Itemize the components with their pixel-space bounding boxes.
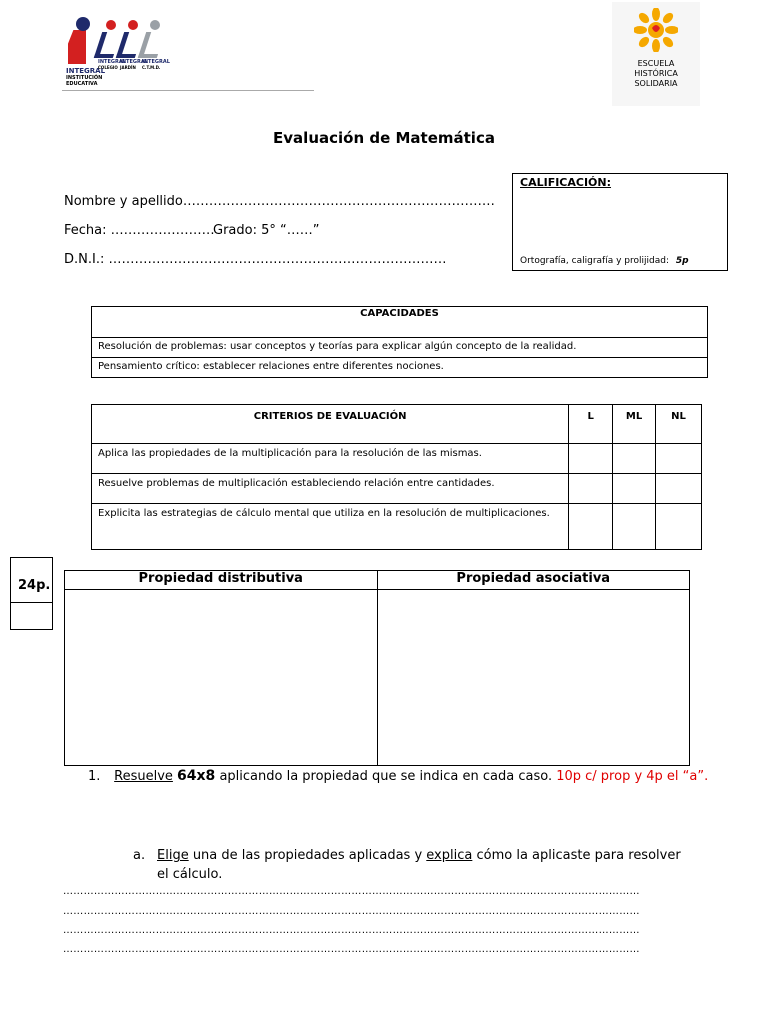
- integral-logo-name: INTEGRAL: [66, 67, 106, 75]
- criteria-col-ml: ML: [613, 405, 656, 444]
- capacity-row-1: Resolución de problemas: usar conceptos y teorías para explicar algún concepto de la realidad.: [92, 338, 708, 358]
- question-a-verb-1: Elige: [157, 848, 189, 863]
- sun-hands-icon: [634, 8, 678, 52]
- question-1-text: aplicando la propiedad que se indica en cada caso.: [215, 769, 557, 784]
- question-1-verb: Resuelve: [114, 769, 173, 784]
- answer-line-4[interactable]: ……………………………………………………………………………………………………………………………………………………: [63, 944, 640, 955]
- question-a-body: [157, 846, 693, 884]
- integral-jardin-dot: [106, 20, 116, 30]
- escuela-logo-line-2: HISTÓRICA: [634, 69, 678, 78]
- question-a-verb-2: explica: [426, 848, 473, 863]
- dni-field[interactable]: D.N.I.: ……………………………………………………………………: [64, 252, 447, 267]
- integral-logo-line-2: EDUCATIVA: [66, 81, 98, 87]
- distributive-answer-cell[interactable]: [65, 590, 378, 766]
- criteria-col-l: L: [569, 405, 613, 444]
- score-divider: [11, 602, 52, 603]
- integral-ctmd-dot: [150, 20, 160, 30]
- grading-note: [520, 256, 689, 266]
- associative-answer-cell[interactable]: [377, 590, 690, 766]
- integral-sub-caption-3: C.T.M.D.: [142, 65, 161, 70]
- answer-line-2[interactable]: ……………………………………………………………………………………………………………………………………………………: [63, 906, 640, 917]
- escuela-logo-line-3: SOLIDARIA: [634, 79, 678, 88]
- escuela-logo-line-1: ESCUELA: [637, 59, 675, 68]
- criteria-row-1-l-cell[interactable]: [569, 444, 613, 474]
- question-1: [88, 768, 708, 784]
- criteria-row-1: Aplica las propiedades de la multiplicación para la resolución de las mismas.: [92, 444, 569, 474]
- capacities-table: [91, 306, 708, 378]
- integral-colegio-dot: [128, 20, 138, 30]
- answer-line-3[interactable]: ……………………………………………………………………………………………………………………………………………………: [63, 925, 640, 936]
- grade-field[interactable]: Grado: 5° “……”: [213, 223, 320, 238]
- page-title: Evaluación de Matemática: [273, 129, 495, 147]
- criteria-row-2: Resuelve problemas de multiplicación estableciendo relación entre cantidades.: [92, 474, 569, 504]
- criteria-table: [91, 404, 702, 550]
- grading-label: CALIFICACIÓN:: [520, 176, 612, 189]
- criteria-col-nl: NL: [656, 405, 702, 444]
- score-value: 24p.: [18, 578, 51, 593]
- associative-header: Propiedad asociativa: [377, 571, 690, 590]
- criteria-row-1-ml-cell[interactable]: [613, 444, 656, 474]
- capacity-row-2: Pensamiento crítico: establecer relaciones entre diferentes nociones.: [92, 358, 708, 378]
- escuela-logo-text: [612, 59, 700, 89]
- question-a-letter: a.: [133, 848, 146, 863]
- integral-main-emblem: [68, 30, 86, 64]
- criteria-row-2-nl-cell[interactable]: [656, 474, 702, 504]
- criteria-row-3-ml-cell[interactable]: [613, 504, 656, 550]
- integral-logo: [62, 14, 314, 91]
- grading-note-points: 5p: [675, 256, 689, 266]
- criteria-row-2-ml-cell[interactable]: [613, 474, 656, 504]
- criteria-header: CRITERIOS DE EVALUACIÓN: [92, 405, 569, 444]
- score-box: [10, 557, 53, 630]
- integral-logo-line-1: INSTITUCIÓN: [66, 75, 103, 81]
- date-field[interactable]: Fecha: ……………………: [64, 223, 215, 238]
- name-field[interactable]: Nombre y apellido………………………………………………………………: [64, 194, 495, 209]
- integral-sub-label-2: INTEGRAL: [120, 59, 148, 65]
- criteria-row-3: Explicita las estrategias de cálculo mental que utiliza en la resolución de multiplicaciones.: [92, 504, 569, 550]
- grading-box: [512, 173, 728, 271]
- question-a-text-2: cómo la aplicaste para resolver el cálculo.: [157, 848, 681, 882]
- question-a: [133, 846, 693, 884]
- escuela-historica-solidaria-logo: [612, 2, 700, 106]
- criteria-row-2-l-cell[interactable]: [569, 474, 613, 504]
- question-1-points: 10p c/ prop y 4p el “a”.: [556, 769, 709, 784]
- grading-note-text: Ortografía, caligrafía y prolijidad:: [520, 256, 669, 266]
- distributive-header: Propiedad distributiva: [65, 571, 378, 590]
- integral-sub-label-3: INTEGRAL: [142, 59, 170, 65]
- question-a-text-1: una de las propiedades aplicadas y: [188, 848, 427, 863]
- integral-sub-caption-1: COLEGIO: [98, 65, 118, 70]
- criteria-row-1-nl-cell[interactable]: [656, 444, 702, 474]
- criteria-row-3-l-cell[interactable]: [569, 504, 613, 550]
- capacities-header: CAPACIDADES: [92, 307, 708, 338]
- criteria-row-3-nl-cell[interactable]: [656, 504, 702, 550]
- question-1-number: 1.: [88, 769, 101, 784]
- integral-main-dot: [76, 17, 90, 31]
- properties-table: [64, 570, 690, 766]
- answer-line-1[interactable]: ……………………………………………………………………………………………………………………………………………………: [63, 886, 640, 897]
- integral-sub-caption-2: JARDÍN: [120, 65, 136, 70]
- question-1-expression: 64x8: [177, 768, 216, 784]
- integral-sub-label-1: INTEGRAL: [98, 59, 126, 65]
